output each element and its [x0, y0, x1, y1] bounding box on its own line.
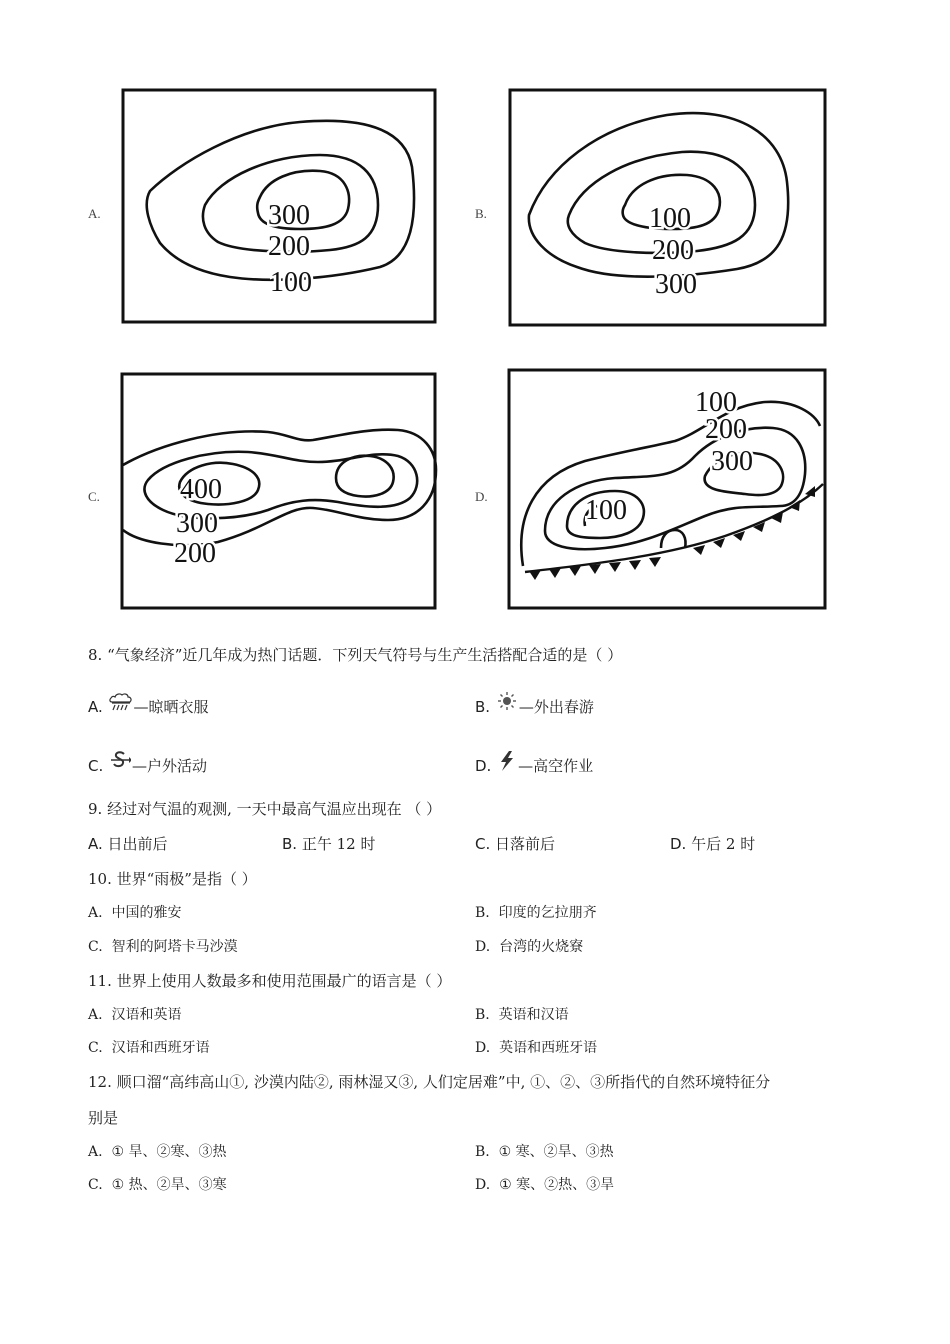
q11-option-d-text: 英语和西班牙语 [499, 1040, 598, 1056]
q12-option-c-letter: C. [88, 1177, 103, 1193]
q10-option-d[interactable] [475, 937, 583, 957]
q9-option-a[interactable] [88, 834, 168, 854]
q8-option-a[interactable] [88, 692, 209, 719]
q12-option-b[interactable] [475, 1142, 614, 1162]
q9-option-d[interactable] [670, 834, 755, 854]
q12-option-a[interactable] [88, 1142, 226, 1162]
contour-map-b [507, 87, 832, 331]
q12-option-c-text: ① 热、②旱、③寒 [111, 1177, 227, 1193]
q11-option-d[interactable] [475, 1038, 597, 1058]
q10-option-b[interactable] [475, 903, 597, 923]
q11-option-c-letter: C. [88, 1040, 103, 1056]
question-9-stem: 9. 经过对气温的观测, 一天中最高气温应出现在 （ ） [88, 800, 442, 818]
map-d-letter: D. [475, 489, 488, 504]
q10-option-d-letter: D. [475, 939, 491, 955]
q11-option-b-letter: B. [475, 1007, 490, 1023]
q11-option-c[interactable] [88, 1038, 210, 1058]
q9-option-d-letter: D. [670, 835, 687, 853]
map-b-label-2: 200 [652, 235, 694, 266]
q9-option-c-letter: C. [475, 835, 491, 853]
q10-option-b-text: 印度的乞拉朋齐 [498, 905, 597, 921]
q9-option-c-text: 日落前后 [495, 835, 556, 853]
contour-map-c [118, 370, 443, 612]
question-10-stem: 10. 世界“雨极”是指（ ） [88, 870, 257, 888]
map-a-label-1: 300 [268, 200, 310, 231]
question-8-stem: 8. “气象经济”近几年成为热门话题．下列天气符号与生产生活搭配合适的是（ ） [88, 646, 623, 664]
map-c-label-1: 400 [180, 474, 222, 505]
q9-option-a-text: 日出前后 [107, 835, 168, 853]
q12-option-a-letter: A. [88, 1144, 103, 1160]
q12-option-d-text: ① 寒、②热、③旱 [499, 1177, 615, 1193]
q11-option-b-text: 英语和汉语 [498, 1007, 569, 1023]
thunder-icon [497, 751, 517, 778]
sandstorm-icon [109, 751, 131, 778]
q12-option-a-text: ① 旱、②寒、③热 [111, 1144, 227, 1160]
q12-option-b-letter: B. [475, 1144, 490, 1160]
q10-option-a[interactable] [88, 903, 181, 923]
map-d-label-1: 100 [695, 387, 737, 418]
q8-option-d-letter: D. [475, 757, 492, 775]
map-c-label-3: 200 [174, 538, 216, 569]
map-d-label-2: 200 [705, 414, 747, 445]
q11-option-c-text: 汉语和西班牙语 [111, 1040, 210, 1056]
q9-option-b[interactable] [282, 834, 375, 854]
question-12-stem-line-2: 别是 [88, 1109, 119, 1127]
map-b-label-3: 300 [655, 269, 697, 300]
map-b-label-1: 100 [649, 203, 691, 234]
q10-option-c-letter: C. [88, 939, 103, 955]
map-b-letter: B. [475, 206, 487, 221]
q11-option-a-letter: A. [88, 1007, 103, 1023]
q12-option-b-text: ① 寒、②旱、③热 [498, 1144, 614, 1160]
sun-icon [496, 692, 518, 719]
contour-map-d [505, 366, 830, 614]
question-11-stem: 11. 世界上使用人数最多和使用范围最广的语言是（ ） [88, 972, 452, 990]
q12-option-c[interactable] [88, 1175, 227, 1195]
q11-option-b[interactable] [475, 1005, 569, 1025]
map-a-label-3: 100 [270, 267, 312, 298]
q9-option-b-text: 正午 12 时 [301, 835, 376, 853]
q11-option-a[interactable] [88, 1005, 181, 1025]
q8-option-b-letter: B. [475, 698, 491, 716]
q10-option-c-text: 智利的阿塔卡马沙漠 [111, 939, 238, 955]
q9-option-c[interactable] [475, 834, 555, 854]
q11-option-d-letter: D. [475, 1040, 491, 1056]
map-c-letter: C. [88, 489, 100, 504]
q12-option-d[interactable] [475, 1175, 614, 1195]
q8-option-b[interactable] [475, 692, 594, 719]
map-a-label-2: 200 [268, 231, 310, 262]
q8-option-a-text: —晾晒衣服 [133, 698, 209, 716]
map-c-label-2: 300 [176, 508, 218, 539]
q8-option-b-text: —外出春游 [518, 698, 594, 716]
q11-option-a-text: 汉语和英语 [111, 1007, 182, 1023]
q8-option-c-letter: C. [88, 757, 104, 775]
map-d-label-3: 300 [711, 446, 753, 477]
q10-option-d-text: 台湾的火烧寮 [499, 939, 584, 955]
map-a-letter: A. [88, 206, 101, 221]
q8-option-d[interactable] [475, 751, 593, 778]
q10-option-a-text: 中国的雅安 [111, 905, 182, 921]
q10-option-b-letter: B. [475, 905, 490, 921]
map-d-label-4: 100 [585, 495, 627, 526]
q9-option-d-text: 午后 2 时 [691, 835, 756, 853]
q10-option-c[interactable] [88, 937, 238, 957]
q12-option-d-letter: D. [475, 1177, 491, 1193]
rain-icon [109, 692, 133, 719]
contour-map-a [120, 87, 440, 327]
q8-option-c[interactable] [88, 751, 207, 778]
q8-option-a-letter: A. [88, 698, 103, 716]
q8-option-c-text: —户外活动 [132, 757, 208, 775]
q8-option-d-text: —高空作业 [518, 757, 594, 775]
question-12-stem-line-1: 12. 顺口溜“高纬高山①, 沙漠内陆②, 雨林湿又③, 人们定居难”中, ①、②、③所指代的自然环境特征分 [88, 1073, 771, 1091]
q9-option-a-letter: A. [88, 835, 103, 853]
q9-option-b-letter: B. [282, 835, 298, 853]
q10-option-a-letter: A. [88, 905, 103, 921]
